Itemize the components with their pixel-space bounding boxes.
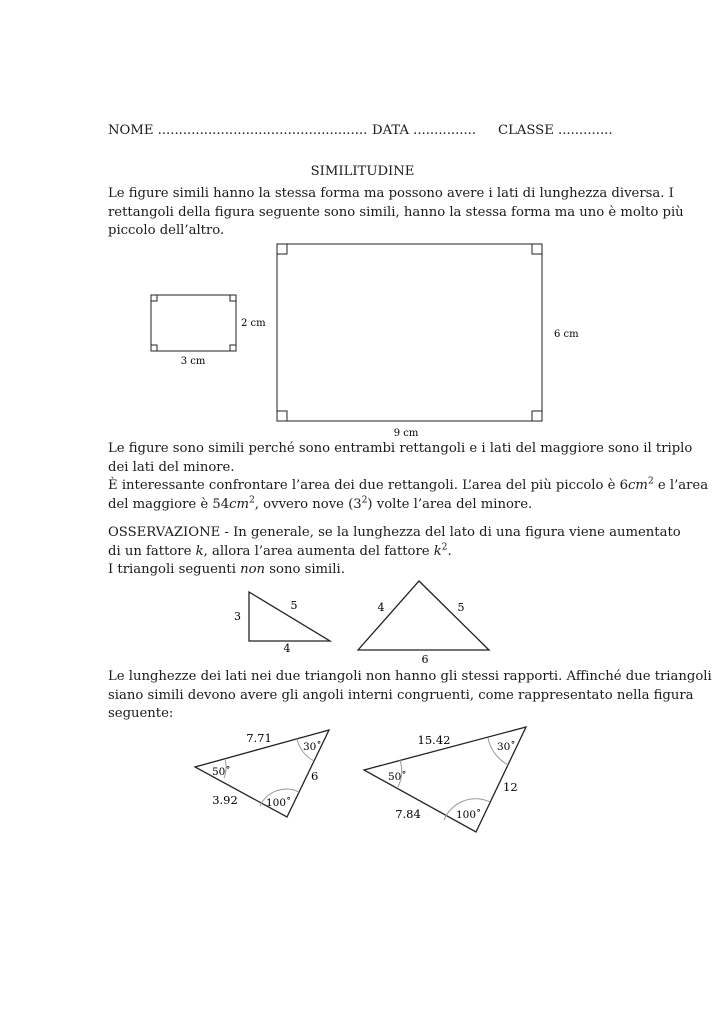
observation-line-2: di un fattore k, allora l’area aumenta del fattore $k^2$. [108,542,452,559]
date-field: DATA ............... [372,123,477,138]
large-triangle-angle-50: 50˚ [388,771,407,783]
observation-paragraph [108,524,681,580]
name-field: NOME .................................................. [108,123,368,138]
small-rectangle [151,295,236,351]
observation-line-3: I triangoli seguenti non sono simili. [108,562,345,577]
explanation-line-4: del maggiore è $54cm^2$, ovvero nove $(3^2)$ volte l’area del minore. [108,495,533,512]
small-triangle-angle-50: 50˚ [212,766,231,778]
large-triangle-angle-100: 100˚ [456,809,482,821]
page-title: SIMILITUDINE [310,164,415,179]
triangle-4-5-6-side-5: 5 [457,601,465,614]
triangle-4-5-6 [358,581,489,650]
small-rect-height-label: 2 cm [241,318,266,329]
ratios-line-3: seguente: [108,706,174,721]
large-triangle-side-top: 15.42 [417,733,451,747]
small-triangle-angle-100: 100˚ [266,797,292,809]
triangle-3-4-5-side-3: 3 [234,610,241,623]
large-triangle-angle-30: 30˚ [497,741,516,753]
big-rect-height-label: 6 cm [554,329,579,340]
ratios-line-1: Le lunghezze dei lati nei due triangoli non hanno gli stessi rapporti. Affinché due triangoli [108,669,712,684]
explanation-paragraph [108,440,709,514]
triangle-3-4-5-side-4: 4 [283,642,291,655]
large-triangle-side-right: 12 [503,780,518,794]
explanation-line-1: Le figure sono simili perché sono entrambi rettangoli e i lati del maggiore sono il triplo [108,441,693,456]
explanation-line-3: È interessante confrontare l’area dei due rettangoli. L’area del più piccolo è $6cm^2$ e l’area [108,476,709,493]
ratios-paragraph [108,668,712,724]
ratios-line-2: siano simili devono avere gli angoli interni congruenti, come rappresentato nella figura [108,687,694,703]
small-triangle-side-right: 6 [311,769,319,783]
big-rect-width-label: 9 cm [393,428,419,439]
small-triangle-angle-30: 30˚ [303,741,322,753]
intro-line-2: rettangoli della figura seguente sono simili, hanno la stessa forma ma uno è molto più [108,204,684,220]
big-rectangle [277,244,542,421]
intro-line-1: Le figure simili hanno la stessa forma ma possono avere i lati di lunghezza diversa. I [108,186,674,201]
small-triangle-side-bottom: 3.92 [212,793,238,807]
small-rect-width-label: 3 cm [180,356,206,367]
explanation-line-2: dei lati del minore. [108,459,235,475]
small-triangle-side-top: 7.71 [246,731,272,745]
large-triangle-side-bottom: 7.84 [395,807,421,821]
class-field: CLASSE ............. [498,123,613,138]
intro-line-3: piccolo dell’altro. [108,223,225,238]
triangle-4-5-6-side-4: 4 [377,601,385,614]
right-triangle-3-4-5 [249,592,330,641]
observation-line-1: OSSERVAZIONE - In generale, se la lunghezza del lato di una figura viene aumentato [108,525,681,540]
triangle-4-5-6-side-6: 6 [421,653,429,666]
triangle-3-4-5-side-5: 5 [290,599,298,612]
